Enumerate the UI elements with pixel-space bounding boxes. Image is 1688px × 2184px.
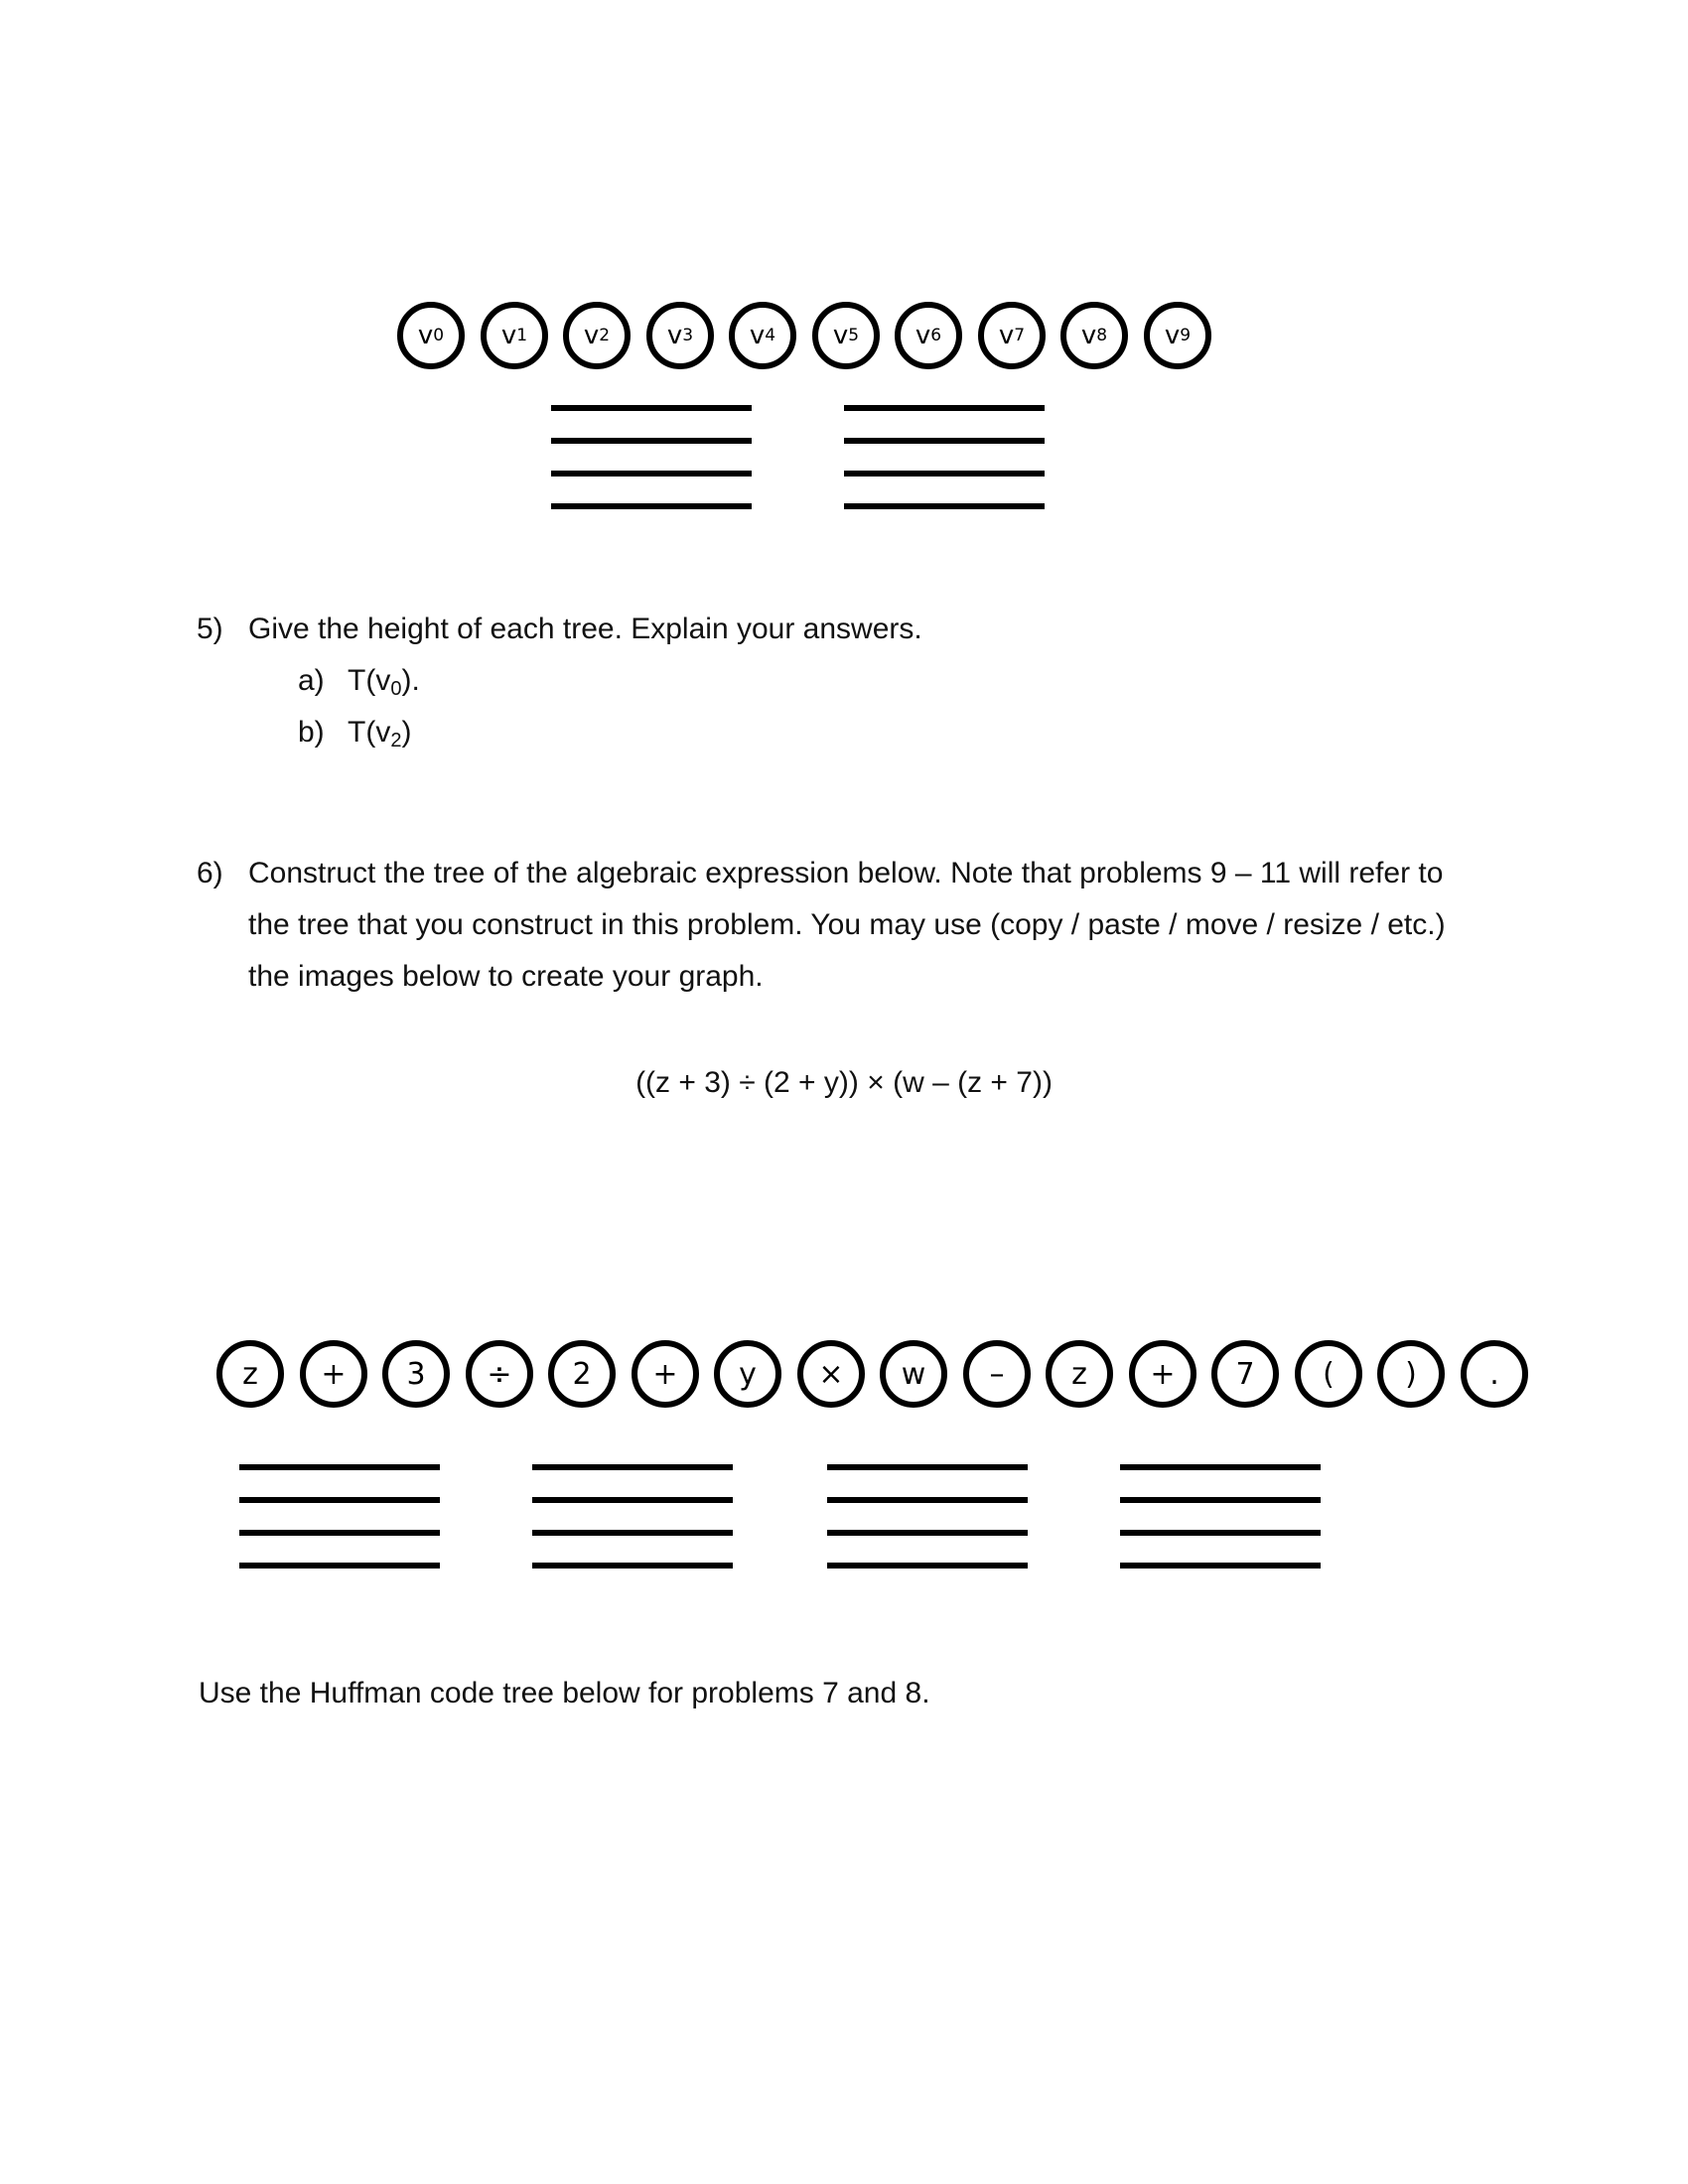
symbol-node-open-paren[interactable]: ( [1295,1340,1362,1408]
symbol-node-plus[interactable]: + [300,1340,367,1408]
vertex-label: v [1080,321,1097,350]
problem-5b-label: b) [298,716,325,749]
edge-line[interactable] [827,1497,1028,1503]
edge-line[interactable] [827,1464,1028,1470]
edge-line[interactable] [844,503,1045,509]
algebraic-expression: ((z + 3) ÷ (2 + y)) × (w – (z + 7)) [635,1066,1053,1099]
edge-line[interactable] [239,1530,440,1536]
symbol-node-divide[interactable]: ÷ [466,1340,533,1408]
vertex-label: v [666,321,683,350]
problem-5a-subscript: 0 [390,678,402,700]
symbol-node-7[interactable]: 7 [1211,1340,1279,1408]
problem-5a-label: a) [298,664,325,697]
vertex-subscript: 0 [433,326,445,345]
edge-line[interactable] [551,405,752,411]
vertex-label: v [500,321,517,350]
edge-line-group[interactable] [1120,1464,1321,1595]
vertex-node-v4[interactable] [729,302,796,369]
vertex-node-v9[interactable] [1144,302,1211,369]
edge-line[interactable] [239,1464,440,1470]
symbol-node-close-paren[interactable]: ) [1377,1340,1445,1408]
problem-5b-end: ) [401,716,412,749]
vertex-node-v2[interactable] [563,302,631,369]
edge-line-group[interactable] [551,405,752,536]
edge-line[interactable] [844,438,1045,444]
problem-6-line-1: Construct the tree of the algebraic expression below. Note that problems 9 – 11 will refer to [248,857,1444,889]
edge-line[interactable] [1120,1497,1321,1503]
vertex-node-v5[interactable] [812,302,880,369]
symbol-node-plus[interactable]: + [632,1340,699,1408]
edge-line[interactable] [1120,1563,1321,1569]
problem-5b-text [348,707,411,766]
problem-6-line-2: the tree that you construct in this problem. You may use (copy / paste / move / resize / etc.) [248,908,1446,941]
vertex-label: v [1164,321,1181,350]
edge-line[interactable] [827,1563,1028,1569]
problem-5b-subscript: 2 [390,730,402,751]
vertex-subscript: 3 [682,326,694,345]
vertex-label: v [998,321,1015,350]
edge-line[interactable] [551,503,752,509]
problem-5a-text [348,655,420,715]
edge-line[interactable] [532,1497,733,1503]
symbol-node-times[interactable]: × [797,1340,865,1408]
edge-line-group[interactable] [844,405,1045,536]
edge-line[interactable] [239,1497,440,1503]
vertex-subscript: 8 [1096,326,1108,345]
vertex-label: v [417,321,434,350]
edge-line[interactable] [551,438,752,444]
problem-5b-base: T(v [348,716,391,749]
edge-line[interactable] [1120,1464,1321,1470]
edge-line[interactable] [1120,1530,1321,1536]
symbol-node-w[interactable]: w [880,1340,947,1408]
vertex-node-v0[interactable] [397,302,465,369]
vertex-label: v [832,321,849,350]
problem-6-line-3: the images below to create your graph. [248,960,764,993]
vertex-label: v [914,321,931,350]
edge-line-group[interactable] [827,1464,1028,1595]
problem-5a-end: ). [401,664,420,697]
edge-line[interactable] [239,1563,440,1569]
symbol-node-minus[interactable]: – [963,1340,1031,1408]
problem-5-text: Give the height of each tree. Explain your answers. [248,613,922,645]
edge-line[interactable] [827,1530,1028,1536]
vertex-node-v6[interactable] [895,302,962,369]
edge-line-group[interactable] [532,1464,733,1595]
vertex-subscript: 9 [1180,326,1192,345]
huffman-note: Use the Huffman code tree below for problems 7 and 8. [199,1677,930,1709]
vertex-label: v [749,321,766,350]
symbol-node-y[interactable]: y [714,1340,781,1408]
vertex-subscript: 1 [516,326,528,345]
vertex-subscript: 7 [1014,326,1026,345]
vertex-subscript: 2 [599,326,611,345]
symbol-node-z[interactable]: z [1046,1340,1113,1408]
problem-5a-base: T(v [348,664,391,697]
vertex-subscript: 5 [848,326,860,345]
problem-6-number: 6) [197,857,223,889]
edge-line[interactable] [844,405,1045,411]
edge-line[interactable] [532,1530,733,1536]
symbol-node-z[interactable]: z [216,1340,284,1408]
edge-line[interactable] [532,1563,733,1569]
symbol-node-period[interactable]: . [1461,1340,1528,1408]
vertex-node-v3[interactable] [646,302,714,369]
vertex-node-v7[interactable] [978,302,1046,369]
vertex-subscript: 4 [765,326,776,345]
vertex-node-v8[interactable] [1060,302,1128,369]
symbol-node-3[interactable]: 3 [382,1340,450,1408]
symbol-node-2[interactable]: 2 [548,1340,616,1408]
edge-line[interactable] [532,1464,733,1470]
problem-5-number: 5) [197,613,223,645]
vertex-node-v1[interactable] [481,302,548,369]
vertex-subscript: 6 [930,326,942,345]
edge-line[interactable] [844,471,1045,477]
symbol-node-plus[interactable]: + [1129,1340,1196,1408]
vertex-label: v [583,321,600,350]
edge-line-group[interactable] [239,1464,440,1595]
edge-line[interactable] [551,471,752,477]
